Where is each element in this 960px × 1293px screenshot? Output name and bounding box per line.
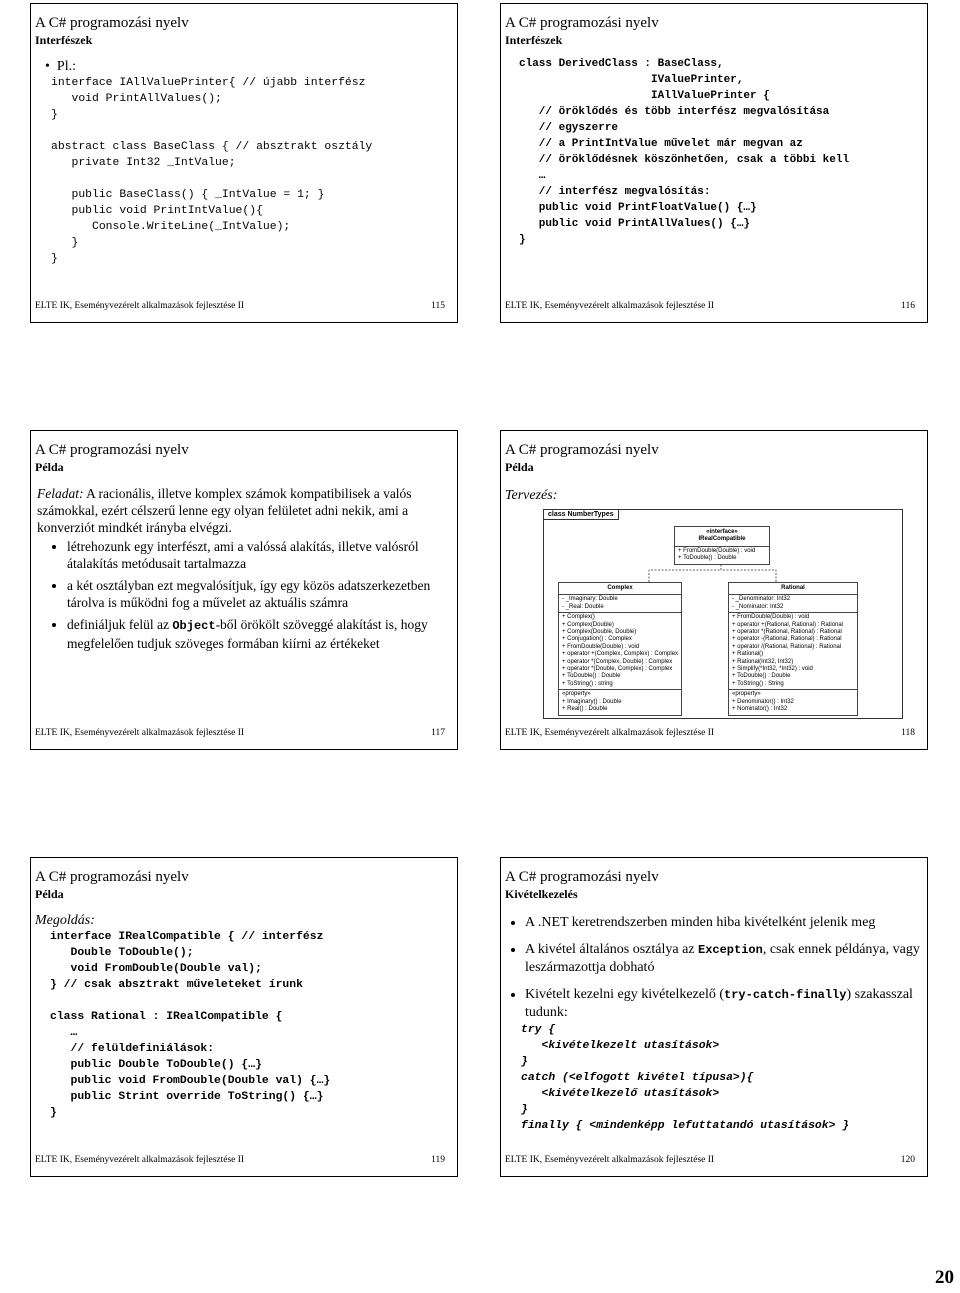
task-text: A racionális, illetve komplex számok kompatibilisek a valós számokkal, ezért célszerű lenne egy olyan felületet adni nekik, ami a konverziót mindkét irányba elvégzi. (37, 486, 412, 535)
footer-slide-number: 118 (901, 728, 915, 738)
slide-footer (505, 300, 915, 312)
slide-subtitle: Példa (505, 460, 534, 474)
interface-name: IRealCompatible (698, 536, 746, 543)
operation: + operator *(Rational, Rational) : Rational (732, 629, 842, 636)
operation: + FromDouble(Double) : void (732, 614, 810, 621)
property: + Real() : Double (562, 706, 608, 713)
footer-slide-number: 117 (431, 728, 445, 738)
footer-slide-number: 116 (901, 301, 915, 311)
slide-title: A C# programozási nyelv (35, 442, 189, 458)
uml-class-diagram (543, 509, 903, 719)
stereotype-label: «interface» (706, 529, 738, 535)
footer-course: ELTE IK, Eseményvezérelt alkalmazások fejlesztése II (505, 728, 715, 738)
operation: + FromDouble(Double) : void (678, 547, 756, 554)
bullet-list (37, 538, 451, 652)
footer-slide-number: 115 (431, 301, 445, 311)
slide-footer (35, 1154, 445, 1166)
footer-course: ELTE IK, Eseményvezérelt alkalmazások fejlesztése II (505, 1155, 715, 1165)
attribute: - _Denominator: Int32 (732, 596, 791, 603)
operation: + ToDouble() : Double (732, 673, 791, 680)
slide-title: A C# programozási nyelv (505, 442, 659, 458)
operation: + Complex(Double, Double) (562, 629, 637, 636)
slide-subtitle: Interfészek (35, 33, 93, 47)
page-number: 20 (935, 1267, 954, 1288)
operation: + Rational() (732, 651, 764, 658)
slide-120 (500, 857, 928, 1177)
slide-title: A C# programozási nyelv (505, 869, 659, 885)
attribute: - _Imaginary: Double (562, 596, 618, 603)
operation: + Complex(Double) (562, 621, 614, 628)
rational-class-box (728, 582, 858, 716)
task-paragraph (37, 485, 451, 536)
footer-slide-number: 119 (431, 1155, 445, 1165)
footer-course: ELTE IK, Eseményvezérelt alkalmazások fejlesztése II (35, 301, 245, 311)
example-label: • Pl.: (45, 59, 76, 74)
slide-footer (505, 727, 915, 739)
slide-118 (500, 430, 928, 750)
attribute: - _Nominator: Int32 (732, 603, 784, 610)
slide-subtitle: Kivételkezelés (505, 887, 578, 901)
solution-label: Megoldás: (35, 913, 95, 928)
operation: + ToString() : string (562, 680, 613, 687)
slide-subtitle: Interfészek (505, 33, 563, 47)
slide-subtitle: Példa (35, 887, 64, 901)
slide-119 (30, 857, 458, 1177)
operation: + Complex() (562, 614, 595, 621)
operation: + operator +(Complex, Complex) : Complex (562, 651, 679, 658)
property: + Imaginary() : Double (562, 698, 622, 705)
inline-code: Exception (698, 943, 763, 957)
operation: + Conjugation() : Complex (562, 636, 632, 643)
code-block: interface IRealCompatible { // interfész Double ToDouble(); void FromDouble(Double val); } // csak absztrakt műveleteket írunk class Rational : IRealCompatible { … // felüldefiniálások: public Double ToDouble() {…} public void FromDouble(Double val) {…} public Strint override ToString() {…} } (50, 931, 331, 1119)
code-block: interface IAllValuePrinter{ // újabb interfész void PrintAllValues(); } abstract class BaseClass { // absztrakt osztály private Int32 _IntValue; public BaseClass() { _IntValue = 1; } public void PrintIntValue(){ Console.WriteLine(_IntValue); } } (51, 77, 373, 265)
bullet-item: • létrehozunk egy interfészt, ami a valóssá alakítás, illetve valósról átalakítás metódusait tartalmazza (67, 538, 451, 572)
class-name: Complex (559, 583, 681, 595)
design-label: Tervezés: (505, 488, 558, 503)
slide-subtitle: Példa (35, 460, 64, 474)
slide-115 (30, 3, 458, 323)
slide-title: A C# programozási nyelv (505, 15, 659, 31)
footer-course: ELTE IK, Eseményvezérelt alkalmazások fejlesztése II (35, 728, 245, 738)
operation: + Rational(Int32, Int32) (732, 658, 794, 665)
attribute: - _Real: Double (562, 603, 604, 610)
operation: + Simplify(*Int32, *Int32) : void (732, 666, 813, 673)
code-block: try { <kivételkezelt utasítások> } catch (<elfogott kivétel típusa>){ <kivételkezelő utasítások> } finally { <mindenképp lefuttatandó utasítások> } (521, 1024, 850, 1132)
bullet-item: • definiáljuk felül az Object-ből örökölt szöveggé alakítást is, hogy megfelelően tudjuk szöveges formában kiírni az értékeket (67, 616, 451, 652)
footer-course: ELTE IK, Eseményvezérelt alkalmazások fejlesztése II (35, 1155, 245, 1165)
bullet-item: • A kivétel általános osztálya az Exception, csak ennek példánya, vagy leszármazottja dobható (525, 941, 921, 977)
property: + Denominator() : Int32 (732, 698, 794, 705)
operation: + operator *(Double, Complex) : Complex (562, 666, 673, 673)
property-header: «property» (732, 691, 761, 698)
slide-footer (35, 300, 445, 312)
inline-code: Object (172, 619, 216, 633)
footer-slide-number: 120 (900, 1155, 915, 1165)
footer-course: ELTE IK, Eseményvezérelt alkalmazások fejlesztése II (505, 301, 715, 311)
slide-title: A C# programozási nyelv (35, 869, 189, 885)
slide-footer (505, 1154, 915, 1166)
property: + Nominator() : Int32 (732, 706, 788, 713)
bullet-item: • Kivételt kezelni egy kivételkezelő (try-catch-finally) szakasszal tudunk: (525, 986, 921, 1022)
task-label: Feladat: (37, 486, 84, 501)
operation: + operator *(Complex, Double) : Complex (562, 658, 673, 665)
bullet-list (505, 914, 921, 1022)
code-block: class DerivedClass : BaseClass, IValuePrinter, IAllValuePrinter { // öröklődés és több interfész megvalósítása // egyszerre // a PrintIntValue művelet már megvan az // öröklődésnek köszönhetően, csak a többi kell … // interfész megvalósítás: public void PrintFloatValue() {…} public void PrintAllValues() {…} } (519, 58, 850, 246)
operation: + operator /(Rational, Rational) : Rational (732, 643, 842, 650)
inline-code: try-catch-finally (724, 988, 847, 1002)
operation: + operator -(Rational, Rational) : Rational (732, 636, 842, 643)
operation: + ToDouble() : Double (562, 673, 621, 680)
complex-class-box (558, 582, 682, 716)
slide-117 (30, 430, 458, 750)
class-name: Rational (729, 583, 857, 595)
operation: + ToDouble() : Double (678, 555, 737, 562)
operation: + operator +(Rational, Rational) : Rational (732, 621, 844, 628)
slide-title: A C# programozási nyelv (35, 15, 189, 31)
operation: + ToString() : String (732, 680, 784, 687)
interface-box (674, 526, 770, 565)
diagram-label: class NumberTypes (544, 510, 619, 520)
slide-footer (35, 727, 445, 739)
slide-116 (500, 3, 928, 323)
bullet-item: • A .NET keretrendszerben minden hiba kivételként jelenik meg (525, 914, 921, 932)
bullet-item: • a két osztályban ezt megvalósítjuk, így egy közös adatszerkezetben tárolva is működni fog a művelet az aktuális számra (67, 577, 451, 611)
property-header: «property» (562, 691, 591, 698)
operation: + FromDouble(Double) : void (562, 643, 640, 650)
